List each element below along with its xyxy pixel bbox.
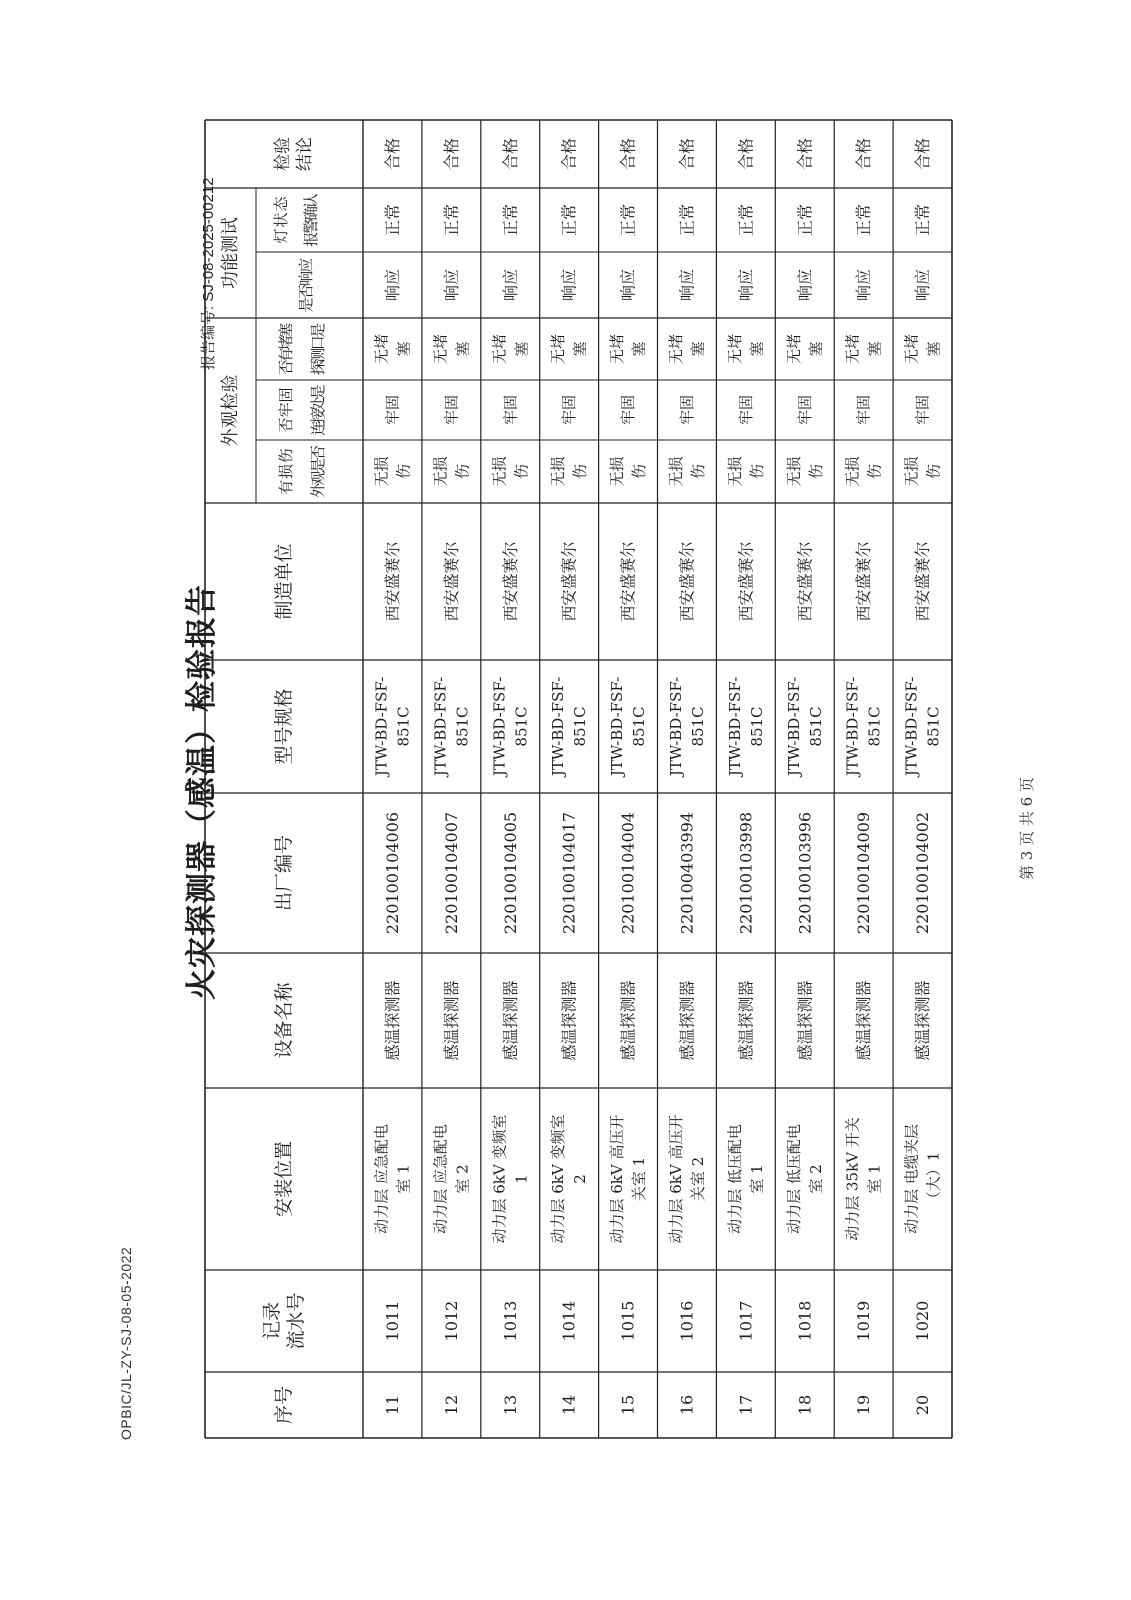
cell-manufacturer: 西安盛赛尔 <box>500 541 520 622</box>
cell-firmness: 牢固 <box>560 394 579 426</box>
header-firm-b: 否 <box>277 417 295 433</box>
cell-device-name: 感温探测器 <box>382 980 402 1061</box>
header-location: 安装位置 <box>273 1140 295 1218</box>
cell-model: JTW-BD-FSF- <box>902 676 921 777</box>
cell-location: 室 1 <box>747 1164 766 1194</box>
cell-blockage: 无堵 <box>666 333 685 365</box>
cell-location: 动力层 6kV 变频室 <box>549 1114 568 1244</box>
header-firm-a: 处 <box>309 396 327 412</box>
cell-model: JTW-BD-FSF- <box>431 676 450 777</box>
cell-serial: 220100103998 <box>736 811 756 935</box>
cell-firmness: 牢固 <box>795 394 814 426</box>
cell-record-no: 1019 <box>854 1300 874 1342</box>
cell-respond: 响应 <box>736 268 756 302</box>
cell-location: 动力层 6kV 高压开 <box>608 1114 627 1244</box>
cell-firmness: 牢固 <box>736 394 755 426</box>
cell-blockage: 塞 <box>806 341 825 357</box>
cell-serial: 220100104017 <box>559 811 579 935</box>
cell-seq: 11 <box>382 1394 402 1416</box>
cell-model: JTW-BD-FSF- <box>666 676 685 777</box>
cell-location: 动力层 电缆夹层 <box>902 1124 921 1234</box>
cell-record-no: 1013 <box>500 1300 520 1342</box>
cell-blockage: 无堵 <box>549 333 568 365</box>
cell-serial: 220100104007 <box>441 811 461 935</box>
cell-blockage: 无堵 <box>431 333 450 365</box>
header-block-a: 探 <box>309 360 327 376</box>
cell-lamp-status: 正常 <box>382 203 402 237</box>
cell-damage: 伤 <box>512 463 531 480</box>
cell-firmness: 牢固 <box>501 394 520 426</box>
cell-model: JTW-BD-FSF- <box>549 676 568 777</box>
cell-device-name: 感温探测器 <box>441 980 461 1061</box>
cell-damage: 无损 <box>902 456 921 487</box>
cell-blockage: 塞 <box>924 341 943 357</box>
cell-blockage: 塞 <box>747 341 766 357</box>
cell-blockage: 塞 <box>865 341 884 357</box>
cell-lamp-status: 正常 <box>559 203 579 237</box>
cell-respond: 响应 <box>795 268 815 302</box>
cell-firmness: 牢固 <box>854 394 873 426</box>
header-respond: 响 <box>297 270 315 286</box>
cell-model: JTW-BD-FSF- <box>490 676 509 777</box>
cell-respond: 响应 <box>441 268 461 302</box>
cell-damage: 无损 <box>372 456 391 487</box>
cell-model: JTW-BD-FSF- <box>372 676 391 777</box>
cell-damage: 伤 <box>747 463 766 480</box>
cell-respond: 响应 <box>677 268 697 302</box>
cell-record-no: 1016 <box>677 1300 697 1342</box>
cell-location: 2 <box>571 1174 590 1184</box>
cell-result: 合格 <box>382 137 402 171</box>
cell-damage: 无损 <box>431 456 450 487</box>
cell-device-name: 感温探测器 <box>913 980 933 1061</box>
cell-location: 动力层 应急配电 <box>372 1124 391 1234</box>
cell-blockage: 塞 <box>571 341 590 357</box>
cell-device-name: 感温探测器 <box>500 980 520 1061</box>
header-serial: 出厂编号 <box>273 834 295 912</box>
header-damage-b: 损 <box>277 463 295 480</box>
cell-location: 关室 2 <box>688 1156 707 1202</box>
cell-record-no: 1020 <box>913 1300 933 1342</box>
cell-result: 合格 <box>854 137 874 171</box>
cell-lamp-status: 正常 <box>795 203 815 237</box>
header-damage-a: 外 <box>309 482 327 498</box>
cell-damage: 伤 <box>571 463 590 480</box>
cell-damage: 无损 <box>549 456 568 487</box>
cell-record-no: 1012 <box>441 1300 461 1342</box>
cell-model: 851C <box>865 706 884 747</box>
cell-blockage: 无堵 <box>608 333 627 365</box>
cell-location: 关室 1 <box>630 1156 649 1202</box>
cell-seq: 12 <box>441 1394 461 1416</box>
cell-lamp-status: 正常 <box>441 203 461 237</box>
header-alarm-confirm: 认 <box>302 193 320 209</box>
header-manufacturer: 制造单位 <box>273 543 295 620</box>
cell-manufacturer: 西安盛赛尔 <box>677 541 697 622</box>
cell-result: 合格 <box>736 137 756 171</box>
cell-location: 动力层 35kV 开关 <box>843 1117 862 1241</box>
cell-record-no: 1018 <box>795 1300 815 1342</box>
cell-serial: 220100104006 <box>382 811 402 935</box>
cell-damage: 伤 <box>394 463 413 480</box>
cell-device-name: 感温探测器 <box>559 980 579 1061</box>
cell-firmness: 牢固 <box>677 394 696 426</box>
cell-damage: 无损 <box>843 456 862 487</box>
cell-location: 动力层 6kV 高压开 <box>666 1114 685 1244</box>
cell-location: 动力层 低压配电 <box>784 1124 803 1234</box>
cell-manufacturer: 西安盛赛尔 <box>559 541 579 622</box>
cell-blockage: 无堵 <box>372 333 391 365</box>
header-function: 功能测试 <box>220 217 241 289</box>
cell-damage: 伤 <box>924 463 943 480</box>
header-damage-a: 观 <box>309 470 327 486</box>
page-number: 第 3 页 共 6 页 <box>1018 777 1036 880</box>
cell-blockage: 无堵 <box>784 333 803 365</box>
cell-manufacturer: 西安盛赛尔 <box>913 541 933 622</box>
cell-blockage: 塞 <box>512 341 531 357</box>
cell-serial: 220100104005 <box>500 811 520 935</box>
cell-seq: 19 <box>854 1394 874 1416</box>
cell-blockage: 无堵 <box>902 333 921 365</box>
cell-model: 851C <box>688 706 707 747</box>
cell-seq: 16 <box>677 1394 697 1416</box>
cell-location: 室 1 <box>865 1164 884 1194</box>
header-alarm-confirm: 报 <box>302 231 320 247</box>
header-block-b: 否 <box>277 360 295 376</box>
cell-lamp-status: 正常 <box>854 203 874 237</box>
header-block-b: 有 <box>277 347 295 363</box>
cell-result: 合格 <box>500 137 520 171</box>
header-firm-a: 是 <box>309 384 327 400</box>
cell-model: 851C <box>512 706 531 747</box>
header-alarm-confirm: 警 <box>302 218 320 234</box>
cell-record-no: 1015 <box>618 1300 638 1342</box>
cell-model: JTW-BD-FSF- <box>608 676 627 777</box>
header-damage-a: 否 <box>309 445 327 461</box>
cell-damage: 无损 <box>666 456 685 487</box>
cell-damage: 伤 <box>688 463 707 480</box>
header-model: 型号规格 <box>273 688 295 765</box>
cell-manufacturer: 西安盛赛尔 <box>795 541 815 622</box>
cell-location: 室 2 <box>806 1164 825 1194</box>
cell-respond: 响应 <box>618 268 638 302</box>
cell-result: 合格 <box>441 137 461 171</box>
cell-result: 合格 <box>677 137 697 171</box>
header-block-b: 塞 <box>277 322 295 338</box>
cell-model: 851C <box>630 706 649 747</box>
cell-device-name: 感温探测器 <box>795 980 815 1061</box>
header-damage-a: 是 <box>309 457 327 473</box>
cell-model: 851C <box>453 706 472 747</box>
cell-respond: 响应 <box>500 268 520 302</box>
cell-model: 851C <box>394 706 413 747</box>
cell-manufacturer: 西安盛赛尔 <box>441 541 461 622</box>
header-firm-a: 连 <box>309 420 327 436</box>
cell-model: JTW-BD-FSF- <box>725 676 744 777</box>
cell-location: 动力层 应急配电 <box>431 1124 450 1234</box>
header-device-name: 设备名称 <box>273 982 295 1059</box>
header-block-a: 是 <box>309 322 327 338</box>
cell-model: JTW-BD-FSF- <box>784 676 803 777</box>
cell-manufacturer: 西安盛赛尔 <box>382 541 402 622</box>
cell-damage: 伤 <box>630 463 649 480</box>
cell-manufacturer: 西安盛赛尔 <box>854 541 874 622</box>
cell-damage: 无损 <box>608 456 627 487</box>
cell-respond: 响应 <box>913 268 933 302</box>
cell-location: 动力层 6kV 变频室 <box>490 1114 509 1244</box>
cell-lamp-status: 正常 <box>500 203 520 237</box>
header-block-b: 堵 <box>277 335 295 351</box>
cell-device-name: 感温探测器 <box>854 980 874 1061</box>
header-conclusion: 结论 <box>295 137 315 171</box>
cell-location: （大）1 <box>924 1151 943 1207</box>
cell-blockage: 无堵 <box>843 333 862 365</box>
cell-record-no: 1014 <box>559 1300 579 1342</box>
cell-firmness: 牢固 <box>442 394 461 426</box>
cell-serial: 220100104002 <box>913 811 933 935</box>
header-damage-b: 有 <box>277 479 295 495</box>
cell-record-no: 1017 <box>736 1300 756 1342</box>
header-firm-b: 固 <box>277 387 295 403</box>
cell-device-name: 感温探测器 <box>736 980 756 1061</box>
cell-result: 合格 <box>795 137 815 171</box>
header-respond: 否 <box>297 284 315 300</box>
header-lamp-status: 态 <box>272 196 290 212</box>
cell-respond: 响应 <box>559 268 579 302</box>
cell-device-name: 感温探测器 <box>618 980 638 1061</box>
header-conclusion: 检验 <box>273 137 293 171</box>
cell-damage: 伤 <box>806 463 825 480</box>
header-lamp-status: 状 <box>272 212 290 228</box>
header-record-no: 流水号 <box>285 1292 307 1350</box>
cell-result: 合格 <box>913 137 933 171</box>
cell-damage: 无损 <box>725 456 744 487</box>
cell-location: 室 1 <box>394 1164 413 1194</box>
cell-seq: 14 <box>559 1394 579 1416</box>
cell-damage: 伤 <box>453 463 472 480</box>
cell-location: 室 2 <box>453 1164 472 1194</box>
cell-model: 851C <box>924 706 943 747</box>
cell-location: 动力层 低压配电 <box>725 1124 744 1234</box>
header-block-a: 口 <box>309 335 327 351</box>
cell-serial: 220100403994 <box>677 811 697 935</box>
cell-respond: 响应 <box>854 268 874 302</box>
cell-firmness: 牢固 <box>619 394 638 426</box>
cell-serial: 220100104009 <box>854 811 874 935</box>
header-seq: 序号 <box>273 1385 295 1425</box>
cell-lamp-status: 正常 <box>677 203 697 237</box>
cell-blockage: 塞 <box>453 341 472 357</box>
cell-lamp-status: 正常 <box>618 203 638 237</box>
header-respond: 应 <box>297 257 315 273</box>
cell-firmness: 牢固 <box>383 394 402 426</box>
header-appearance: 外观检验 <box>220 374 241 447</box>
cell-record-no: 1011 <box>382 1300 402 1342</box>
header-record-no: 记录 <box>261 1301 283 1341</box>
cell-model: JTW-BD-FSF- <box>843 676 862 777</box>
cell-result: 合格 <box>559 137 579 171</box>
cell-manufacturer: 西安盛赛尔 <box>736 541 756 622</box>
cell-respond: 响应 <box>382 268 402 302</box>
cell-seq: 17 <box>736 1394 756 1416</box>
cell-location: 1 <box>512 1174 531 1184</box>
header-firm-a: 接 <box>309 408 327 424</box>
report-number: 报告编号: SJ-08-2025-00212 <box>200 177 217 370</box>
cell-seq: 15 <box>618 1394 638 1416</box>
document-code: OPBIC/JL-ZY-SJ-08-05-2022 <box>118 1246 134 1440</box>
cell-firmness: 牢固 <box>913 394 932 426</box>
cell-model: 851C <box>747 706 766 747</box>
cell-lamp-status: 正常 <box>736 203 756 237</box>
cell-blockage: 塞 <box>688 341 707 357</box>
cell-damage: 伤 <box>865 463 884 480</box>
cell-manufacturer: 西安盛赛尔 <box>618 541 638 622</box>
header-block-a: 测 <box>309 347 327 363</box>
header-damage-b: 伤 <box>277 448 295 464</box>
cell-seq: 18 <box>795 1394 815 1416</box>
cell-lamp-status: 正常 <box>913 203 933 237</box>
page-title: 火灾探测器（感温）检验报告 <box>184 584 220 1000</box>
cell-blockage: 塞 <box>630 341 649 357</box>
cell-blockage: 无堵 <box>490 333 509 365</box>
cell-result: 合格 <box>618 137 638 171</box>
cell-blockage: 塞 <box>394 341 413 357</box>
cell-serial: 220100103996 <box>795 811 815 935</box>
cell-damage: 无损 <box>490 456 509 487</box>
header-firm-b: 牢 <box>277 402 295 418</box>
header-alarm-confirm: 确 <box>302 206 320 222</box>
cell-model: 851C <box>806 706 825 747</box>
cell-seq: 13 <box>500 1394 520 1416</box>
header-lamp-status: 灯 <box>272 228 290 244</box>
cell-blockage: 无堵 <box>725 333 744 365</box>
cell-device-name: 感温探测器 <box>677 980 697 1061</box>
cell-damage: 无损 <box>784 456 803 487</box>
header-respond: 是 <box>297 297 315 313</box>
cell-model: 851C <box>571 706 590 747</box>
cell-serial: 220100104004 <box>618 811 638 935</box>
cell-seq: 20 <box>913 1394 933 1416</box>
